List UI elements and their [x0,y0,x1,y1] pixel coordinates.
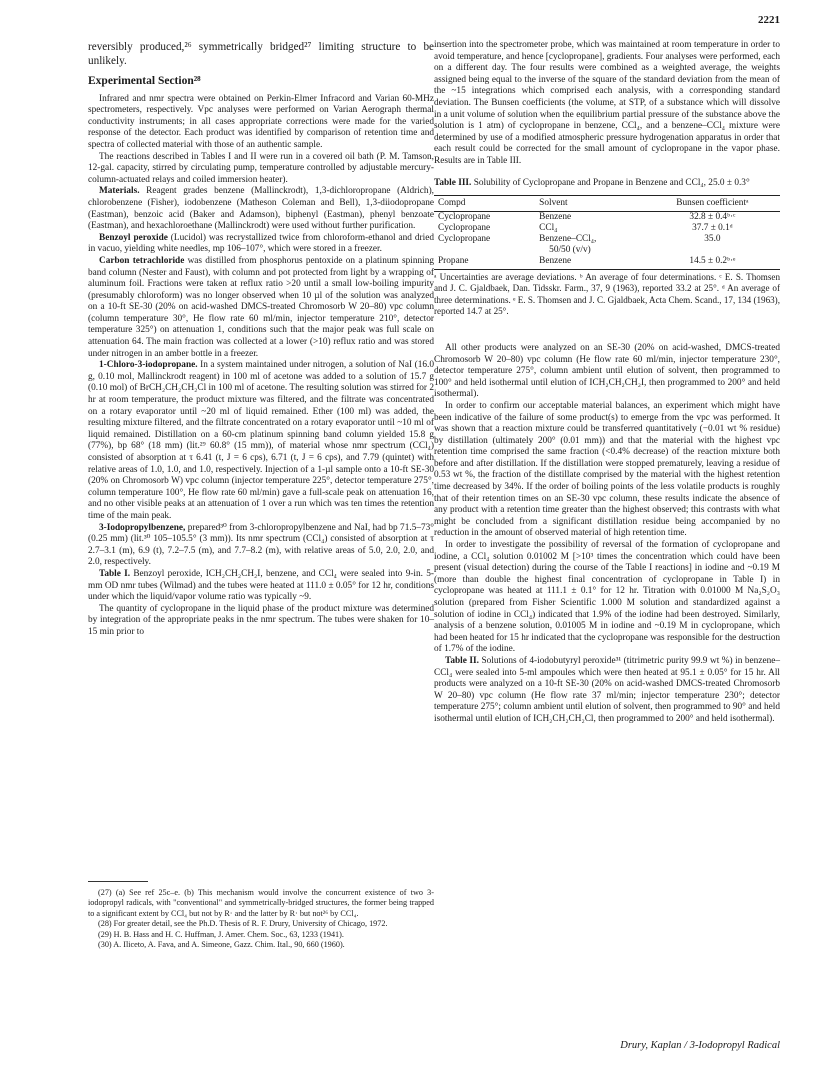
intro-text: reversibly produced,²⁶ symmetrically bridged²⁷ limiting structure to be unlikely. [88,41,434,67]
footnote: (30) A. Iliceto, A. Fava, and A. Simeone, Gazz. Chim. Ital., 90, 660 (1960). [98,940,345,950]
run-in-heading: 1-Chloro-3-iodopropane. [99,360,198,371]
footnote: (29) H. B. Hass and H. C. Huffman, J. Amer. Chem. Soc., 63, 1233 (1941). [98,929,344,939]
table-header-row [434,196,780,212]
paragraph: In order to investigate the possibility of reversal of the formation of cyclopropane and iodine, a CCl₄ solution 0.01002 M [>10³ times the concentration which could have been present (visual detection) during the course of the Table I reactions] in iodine and ~0.19 M (more than double the highest final concentration of cyclopropane in Table I) in cyclopropane was heated at 111.1 ± 0.1° for 12 hr. Titration with 0.01000 M Na₂S₂O₃ solution (prepared from Fisher Scientific 1.000 M solution and standardized against a solution of iodine in CCl₄) indicated that 1.9% of the iodine had been destroyed. Similarly, analysis of a benzene solution, 0.01005 M in iodine and ~0.19 M in cyclopropane, which had been heated for 15 hr indicated that the cyclopropane was responsible for the destruction of 1.7% of the iodine. [434,540,780,655]
table-cell: 37.7 ± 0.1ᵈ [692,223,733,234]
table-cell: Benzene–CCl₄, [539,234,597,245]
table-row [434,234,780,245]
footnote-rule [88,881,148,882]
footnote: (27) (a) See ref 25c–e. (b) This mechanism would involve the concurrent existence of two 3-iodopropyl radicals, with "conventional" and symmetrically-bridged structures, the former being trapped to a significant extent by CCl₄ but not by R· and the latter by R· but not²⁶ by CCl₄. [88,888,434,918]
table-cell: Cyclopropane [438,234,491,245]
section-heading: Experimental Section²⁸ [88,75,201,87]
table-footnote: ᵃ Uncertainties are average deviations. ᵇ An average of four determinations. ᶜ E. S. Thomsen and J. C. Gjaldbaek, Dan. Tidsskr. Farm., 37, 9 (1963), reported 33.2 at 25°. ᵈ An average of three determinations. ᵉ E. S. Thomsen and J. C. Gjaldbaek, Acta Chem. Scand., 17, 134 (1963), reported 14.7 at 25°. [434,272,780,316]
paragraph-materials: Materials. Reagent grades benzene (Mallinckrodt), 1,3-dichloropropane (Aldrich), chlorobenzene (Fisher), iodobenzene (Matheson Coleman and Bell), 1,3-diiodopropane (Eastman), benzoic acid (Baker and Adamson), biphenyl (Eastman), phenyl benzoate (Eastman), and hexachloroethane (Mallinckrodt) were used without further purification. [88,186,434,232]
table-cell [645,245,780,256]
column-header: Bunsen coefficientᵃ [676,198,749,209]
run-in-heading: Benzoyl peroxide [99,232,168,243]
paragraph: In order to confirm our acceptable material balances, an experiment which might have been indicative of the failure of some product(s) to emerge from the vpc was performed. It was shown that a reaction mixture could be transferred quantitatively (−0.01 wt % residue) by distillation (ultimately 200° (0.01 mm)) and that the material with the highest vpc retention time comprised the same fraction (<0.4% decrease) of the reaction mixture both before and after distillation. If the distillation were stopped prematurely, leaving a residue of 0.53 wt %, the fraction of the distillate comprised by the material with the highest retention time decreased by 34%. If the order of boiling points of the less volatile products is roughly that of their retention times on an SE-30 vpc column, these results indicate the absence of any product with a retention time greater than the highest observed; this contrasts with what might be concluded from a significant distillation residue being accompanied by no reduction in the amount of observed material of high retention time. [434,400,780,539]
run-in-heading: Materials. [99,186,140,197]
table-cell: 32.8 ± 0.4ᵇ·ᶜ [689,212,736,223]
table-cell: CCl₄ [539,223,558,234]
paragraph: The quantity of cyclopropane in the liquid phase of the product mixture was determined by integration of the appropriate peaks in the nmr spectrum. The tubes were shaken for 10–15 min prior to [88,603,434,637]
solubility-table [434,195,780,270]
paragraph-iodopropylbenzene: 3-Iodopropylbenzene, prepared³⁰ from 3-chloropropylbenzene and NaI, had bp 71.5–73° (0.25 mm) (lit.³⁰ 105–105.5° (3 mm)). Its nmr spectrum (CCl₄) consisted of absorption at τ 2.7–3.1 (m), 6.9 (t), 7.2–7.5 (m), and 7.7–8.2 (m), with relative areas of 5.0, 2.0, 2.0, and 2.0, respectively. [88,522,434,568]
table-cell: 50/50 (v/v) [549,245,591,256]
footnote: (28) For greater detail, see the Ph.D. Thesis of R. F. Drury, University of Chicago, 1972. [98,919,388,929]
table-cell: 14.5 ± 0.2ᵇ·ᵉ [645,256,780,270]
running-footer: Drury, Kaplan / 3-Iodopropyl Radical [620,1040,780,1051]
table-cell: 35.0 [704,234,721,245]
run-in-heading: Table II. [445,655,479,666]
paragraph: All other products were analyzed on an SE-30 (20% on acid-washed, DMCS-treated Chromosorb W 20–80) vpc column (He flow rate 60 ml/min, injector temperature 230°, detector temperature 275°, column ambient until elution of solvent, then programmed to 100° and held isothermal until elution of ICH₂CH₂CH₂I, then programmed to 200° and held isothermal). [434,342,780,400]
footnotes [88,881,434,950]
table-cell: Benzene [539,212,572,223]
paragraph: The reactions described in Tables I and II were run in a covered oil bath (P. M. Tamson, 12-gal. capacity, stirred by circulating pump, temperature controlled by adjustable mercury-column-actuated relays and coiled immersion heater). [88,151,434,185]
column-header: Compd [438,198,466,209]
paragraph: Infrared and nmr spectra were obtained on Perkin-Elmer Infracord and Varian 60-MHz spectrometers, respectively. Vpc analyses were performed on Varian Aerograph thermal conductivity instruments; in all cases appropriate corrections were made for the varied response of the detector. Each product was identified by comparison of retention time and spectra of collected material with those of an authentic sample. [88,93,434,150]
paragraph: insertion into the spectrometer probe, which was maintained at room temperature in order to avoid temperature, and hence [cyclopropane], gradients. Four analyses were performed, each on a different day. The four results were combined as a weighted average, the weights assigned being equal to the inverse of the square of the standard deviation from the mean of the ~15 integrations which comprised each analysis, with a corresponding standard deviation. The Bunsen coefficients (the volume, at STP, of a substance which will dissolve in a unit volume of solution when the equilibrium partial pressure of the substance above the solution is 1 atm) of cyclopropane in benzene, CCl₄, and a benzene–CCl₄ mixture were determined by use of a modified atmospheric pressure hydrogenation apparatus in order that each result could be corrected for the small amount of cyclopropane in the vapor phase. Results are in Table III. [434,40,780,166]
paragraph-benzoyl-peroxide: Benzoyl peroxide (Lucidol) was recrystallized twice from chloroform-ethanol and dried in vacuo, yielding white needles, mp 106–107°, which were stored in a freezer. [88,232,434,255]
table-cell: Cyclopropane [438,212,491,223]
page-number: 2221 [758,14,780,26]
table-row [434,212,780,224]
table-row [434,245,780,256]
table-cell: Cyclopropane [438,223,491,234]
right-column [434,40,780,726]
left-column [88,40,434,639]
paragraph-carbon-tetrachloride: Carbon tetrachloride was distilled from phosphorus pentoxide on a platinum spinning band column (Nester and Faust), with column and pot protected from light by a wrapping of aluminum foil. Fractions were taken at reflux ratio >20 until a small low-boiling impurity (presumably chloroform) was no longer observed when 10 µl of the solution was analyzed on a 10-ft SE-30 (20% on acid-washed DMCS-treated Chromosorb W 20–80) vpc column (column temperature 30°, He flow rate 60 ml/min, injector temperature 210°, detector temperature 325°) on attenuation 1, conditions such that the major peak was full scale on attenuation 64. The main fraction was collected at a lower (>10) reflux ratio and was stored under nitrogen in an amber bottle in a freezer. [88,255,434,359]
paragraph-chloroiodopropane: 1-Chloro-3-iodopropane. In a system maintained under nitrogen, a solution of NaI (16.0 g, 0.10 mol, Mallinckrodt reagent) in 100 ml of acetone was added to a solution of 15.7 g (0.10 mol) of BrCH₂CH₂CH₂Cl in 100 ml of acetone. The resulting solution was stirred for 2 hr at room temperature, the product mixture was filtered, and the filtrate was concentrated on a rotary evaporator until ~20 ml of liquid remained. Ether (100 ml) was added, the resulting mixture filtered, and the filtrate concentrated on a rotary evaporator until ~10 ml of liquid remained. Distillation on a 60-cm platinum spinning band column yielded 15.8 g (77%), bp 68° (18 mm) (lit.²⁹ 60.8° (15 mm)), of material whose nmr spectrum (CCl₄) consisted of absorption at τ 6.41 (t, J = 6 cps), 6.71 (t, J = 6 cps), and 7.79 (quintet) with relative areas of 1.0, 1.0, and 1.0, respectively. Injection of a 1-µl sample onto a 10-ft SE-30 (20% on Chromosorb W) vpc column (injector temperature 225°, detector temperature 275°, column temperature 100°, He flow rate 60 ml/min) gave a full-scale peak on attenuation 16, and no other visible peaks at an attenuation of 1 over a run which was ten times the retention time of the main peak. [88,360,435,521]
table-row [434,223,780,234]
table-cell: Propane [434,256,535,270]
run-in-heading: Carbon tetrachloride [99,255,185,266]
table-cell: Benzene [535,256,645,270]
table-cell [434,245,535,256]
paragraph-table-two: Table II. Solutions of 4-iodobutyryl peroxide³¹ (titrimetric purity 99.9 wt %) in benzene–CCl₄ were sealed into 5-ml ampoules which were then heated at 95.1 ± 0.05° for 15 hr. All products were analyzed on a 10-ft SE-30 (20% on acid-washed DMCS-treated Chromosorb W 20–80) vpc column (He flow rate 37 ml/min; injector temperature 230°; detector temperature 275°; column ambient until elution of solvent, then programmed to 90° and held isothermal until elution of ICH₂CH₂CH₂Cl, then programmed to 200° and held isothermal). [434,655,781,724]
run-in-heading: 3-Iodopropylbenzene, [99,522,186,533]
column-header: Solvent [539,198,568,209]
run-in-heading: Table I. [99,568,131,579]
table-row [434,256,780,270]
paragraph-table-one: Table I. Benzoyl peroxide, ICH₂CH₂CH₂I, benzene, and CCl₄ were sealed into 9-in. 5-mm OD nmr tubes (Wilmad) and the tubes were heated at 111.0 ± 0.05° for 12 hr, conditions under which the liquid/vapor volume ratio was typically ~9. [88,568,434,603]
table-caption: Table III. Solubility of Cyclopropane and Propane in Benzene and CCl₄, 25.0 ± 0.3° [434,177,750,188]
